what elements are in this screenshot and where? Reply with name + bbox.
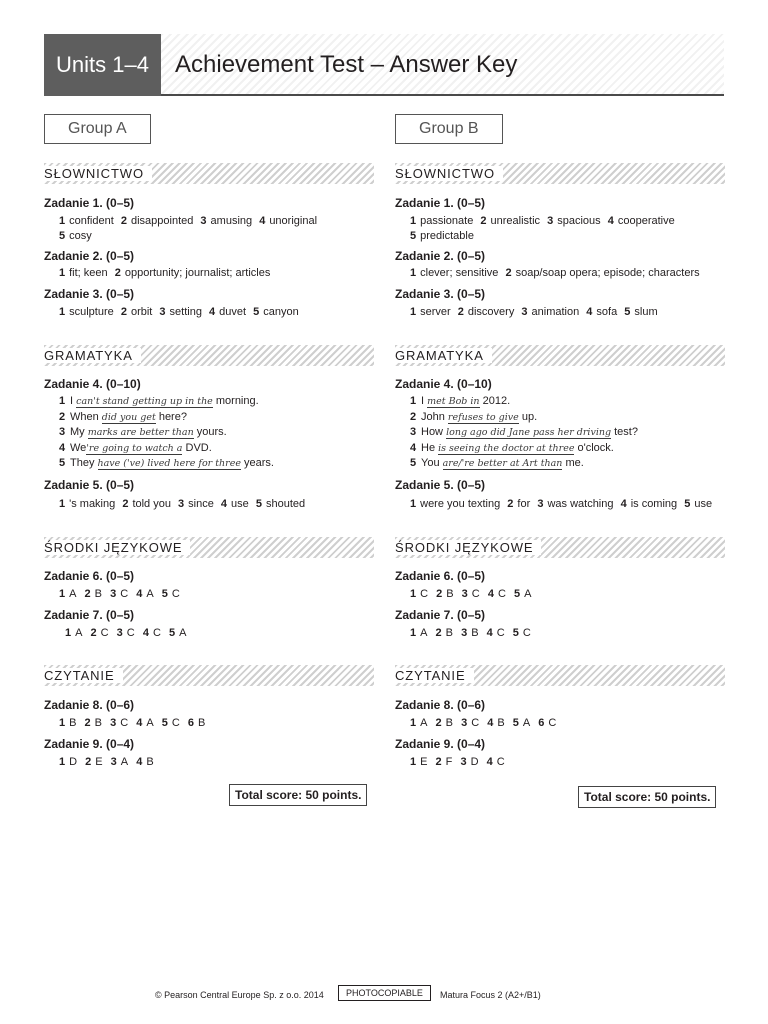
- section-slownictwo: [44, 163, 374, 184]
- answer-text: DVD.: [182, 441, 212, 454]
- answer-number: 4: [209, 306, 216, 318]
- group-b-label: Group B: [395, 114, 503, 144]
- answer: duvet: [219, 306, 247, 318]
- answer: for: [517, 497, 531, 510]
- task-9-answers: [410, 755, 725, 770]
- section-gramatyka: [395, 345, 725, 366]
- answer-number: 4: [142, 626, 149, 639]
- answer-number: 2: [59, 410, 66, 423]
- answer-line: [59, 410, 374, 426]
- task-3-heading: Zadanie 3. (0–5): [44, 287, 135, 301]
- handwritten-answer: met Bob in: [427, 396, 480, 407]
- total-score-b: Total score: 50 points.: [578, 786, 716, 808]
- answer: server: [420, 306, 451, 318]
- answer-number: 3: [461, 587, 468, 600]
- answer-number: 2: [480, 215, 487, 227]
- task-8-answers: [59, 716, 374, 731]
- group-a-column: [44, 114, 374, 770]
- answer: A: [524, 587, 532, 600]
- task-4-answers: [44, 394, 374, 472]
- answer: disappointed: [130, 215, 194, 227]
- answer-number: 3: [159, 306, 166, 318]
- answer-number: 2: [90, 626, 97, 639]
- answer-number: 2: [410, 410, 417, 423]
- answer-number: 4: [59, 441, 66, 454]
- page-title: Achievement Test – Answer Key: [175, 51, 518, 78]
- answer: unoriginal: [269, 215, 318, 227]
- answer-number: 1: [59, 267, 66, 279]
- task-2-answers: [59, 266, 374, 281]
- handwritten-answer: is seeing the doctor at three: [438, 442, 575, 454]
- group-b-column: [395, 114, 725, 770]
- answer: A: [120, 755, 129, 768]
- task-4-answers: [395, 394, 725, 472]
- answer-number: 2: [122, 497, 129, 510]
- answer-text: morning.: [212, 395, 259, 407]
- answer: predictable: [420, 230, 474, 242]
- answer-number: 2: [84, 587, 91, 600]
- answer: A: [146, 716, 154, 729]
- answer: A: [522, 716, 531, 729]
- answer: use: [694, 497, 713, 510]
- section-czytanie: [44, 665, 374, 686]
- task-9-heading: Zadanie 9. (0–4): [44, 736, 135, 751]
- answer-number: 4: [259, 215, 266, 227]
- answer-text: How: [421, 426, 447, 438]
- answer: C: [100, 626, 109, 639]
- answer: B: [497, 716, 505, 729]
- handwritten-answer: have ('ve) lived here for three: [97, 458, 241, 469]
- answer: C: [120, 587, 129, 600]
- answer: E: [420, 755, 428, 768]
- answer: soap/soap opera; episode; characters: [515, 267, 700, 279]
- answer-text: I: [421, 395, 428, 407]
- answer-number: 3: [110, 755, 117, 768]
- section-srodki-jezykowe: [395, 537, 725, 558]
- answer-number: 5: [512, 716, 519, 729]
- answer-number: 1: [59, 215, 66, 227]
- task-5-heading: Zadanie 5. (0–5): [44, 477, 135, 492]
- answer: A: [179, 626, 187, 639]
- answer: shouted: [265, 497, 306, 510]
- answer-number: 5: [624, 306, 631, 318]
- answer: amusing: [210, 215, 253, 227]
- copyright: © Pearson Central Europe Sp. z o.o. 2014: [155, 990, 324, 1000]
- answer: use: [231, 497, 249, 510]
- answer-text: John: [421, 410, 448, 423]
- task-8-heading: Zadanie 8. (0–6): [44, 697, 135, 712]
- answer-number: 3: [461, 716, 468, 729]
- answer: C: [471, 716, 480, 729]
- task-9-heading: Zadanie 9. (0–4): [395, 736, 486, 751]
- answer: D: [69, 755, 78, 768]
- answer: clever; sensitive: [420, 267, 499, 279]
- answer-text: years.: [240, 457, 274, 469]
- section-slownictwo: [395, 163, 725, 184]
- answer-number: 1: [410, 267, 417, 279]
- page-header: [44, 34, 724, 96]
- answer-line: [410, 456, 725, 472]
- answer-text: We: [70, 441, 87, 454]
- answer: B: [146, 755, 154, 768]
- answer-number: 2: [120, 306, 127, 318]
- answer-line: [59, 425, 374, 441]
- answer: C: [496, 626, 505, 639]
- answer-number: 1: [410, 395, 417, 407]
- section-srodki-jezykowe: [44, 537, 374, 558]
- answer: F: [445, 755, 453, 768]
- handwritten-answer: long ago did Jane pass her driving: [446, 427, 612, 438]
- answer-number: 3: [110, 587, 117, 600]
- answer: confident: [69, 215, 114, 227]
- answer-number: 2: [435, 626, 442, 639]
- answer: was watching: [547, 497, 614, 510]
- answer-number: 5: [161, 587, 168, 600]
- task-5-answers: [410, 497, 725, 512]
- answer-number: 4: [136, 587, 143, 600]
- answer-text: test?: [611, 426, 638, 438]
- task-6-heading: Zadanie 6. (0–5): [395, 568, 486, 583]
- answer-text: He: [421, 441, 439, 454]
- answer: slum: [634, 306, 658, 318]
- task-1-heading: Zadanie 1. (0–5): [44, 196, 135, 210]
- answer-text: I: [70, 395, 77, 407]
- answer-number: 2: [457, 306, 464, 318]
- answer-number: 5: [410, 457, 417, 469]
- answer-number: 1: [59, 755, 66, 768]
- answer-number: 3: [461, 626, 468, 639]
- answer: B: [445, 716, 453, 729]
- answer-number: 6: [187, 716, 194, 729]
- answer-number: 3: [110, 716, 117, 729]
- answer-number: 4: [220, 497, 228, 510]
- answer-number: 1: [59, 587, 66, 600]
- answer-line: [59, 394, 374, 410]
- answer: cooperative: [617, 215, 675, 227]
- section-title: ŚRODKI JĘZYKOWE: [395, 540, 541, 555]
- total-score-a: Total score: 50 points.: [229, 784, 367, 806]
- answer: orbit: [130, 306, 153, 318]
- answer: C: [126, 626, 135, 639]
- answer: told you: [132, 497, 171, 510]
- answer-number: 5: [253, 306, 260, 318]
- answer-number: 5: [684, 497, 691, 510]
- task-2-answers: [410, 266, 725, 281]
- answer: discovery: [467, 306, 515, 318]
- answer-line: [410, 441, 725, 457]
- answer-number: 1: [410, 306, 417, 318]
- answer: C: [496, 755, 505, 768]
- answer: were you texting: [420, 497, 501, 510]
- task-2-heading: Zadanie 2. (0–5): [395, 249, 486, 263]
- answer-number: 2: [507, 497, 514, 510]
- answer: 's making: [69, 497, 116, 510]
- answer-number: 4: [607, 215, 614, 227]
- answer-number: 4: [486, 755, 493, 768]
- answer: D: [470, 755, 479, 768]
- answer: C: [152, 626, 161, 639]
- answer-text: up.: [518, 410, 538, 423]
- handwritten-answer: 're going to watch a: [86, 442, 183, 454]
- answer: since: [188, 497, 214, 510]
- answer: A: [420, 626, 428, 639]
- answer-number: 6: [538, 716, 545, 729]
- answer: B: [198, 716, 206, 729]
- answer-number: 5: [161, 716, 168, 729]
- answer-number: 4: [586, 306, 593, 318]
- answer: is coming: [630, 497, 678, 510]
- answer-number: 2: [85, 755, 92, 768]
- answer: C: [171, 587, 180, 600]
- task-5-heading: Zadanie 5. (0–5): [395, 477, 486, 492]
- task-3-heading: Zadanie 3. (0–5): [395, 287, 486, 301]
- answer: C: [522, 626, 531, 639]
- answer-number: 2: [435, 716, 442, 729]
- answer-number: 5: [513, 587, 521, 600]
- answer-number: 3: [178, 497, 185, 510]
- handwritten-answer: marks are better than: [87, 427, 194, 438]
- answer: A: [69, 587, 77, 600]
- group-a-label: Group A: [44, 114, 151, 144]
- answer-text: o'clock.: [574, 441, 614, 454]
- answer-number: 1: [410, 626, 417, 639]
- task-8-heading: Zadanie 8. (0–6): [395, 697, 486, 712]
- answer-line: [410, 410, 725, 426]
- answer-line: [59, 456, 374, 472]
- answer-number: 3: [547, 215, 554, 227]
- answer-number: 1: [410, 755, 417, 768]
- answer-number: 4: [136, 755, 143, 768]
- answer-number: 1: [59, 306, 66, 318]
- section-title: SŁOWNICTWO: [44, 166, 152, 181]
- task-6-heading: Zadanie 6. (0–5): [44, 568, 135, 583]
- answer-number: 5: [512, 626, 519, 639]
- answer-number: 4: [410, 441, 417, 454]
- answer-line: [59, 441, 374, 457]
- answer-text: My: [70, 426, 88, 438]
- answer-number: 2: [435, 755, 442, 768]
- answer-number: 5: [59, 457, 66, 469]
- answer: B: [471, 626, 479, 639]
- answer-number: 4: [620, 497, 627, 510]
- answer: C: [171, 716, 180, 729]
- task-7-answers: [65, 626, 374, 641]
- task-3-answers: [59, 305, 374, 320]
- task-7-answers: [410, 626, 725, 641]
- answer-number: 2: [114, 267, 121, 279]
- answer-number: 1: [410, 497, 417, 510]
- handwritten-answer: are/'re better at Art than: [442, 458, 563, 469]
- answer-text: yours.: [193, 426, 227, 438]
- answer: fit; keen: [69, 267, 108, 279]
- answer-number: 5: [410, 230, 417, 242]
- answer-text: They: [70, 457, 98, 469]
- task-2-heading: Zadanie 2. (0–5): [44, 249, 135, 263]
- answer-number: 4: [486, 626, 493, 639]
- task-1-answers: [410, 214, 725, 244]
- answer-number: 1: [65, 626, 72, 639]
- answer-text: When: [70, 410, 102, 423]
- answer-line: [410, 425, 725, 441]
- answer: A: [420, 716, 428, 729]
- answer: C: [548, 716, 557, 729]
- answer-number: 1: [410, 716, 417, 729]
- answer-number: 3: [116, 626, 123, 639]
- answer-line: [410, 394, 725, 410]
- answer-number: 3: [460, 755, 467, 768]
- handwritten-answer: did you get: [101, 411, 156, 423]
- answer-number: 5: [255, 497, 262, 510]
- answer: unrealistic: [490, 215, 541, 227]
- answer: opportunity; journalist; articles: [124, 267, 271, 279]
- answer: sofa: [596, 306, 618, 318]
- answer-number: 4: [487, 716, 494, 729]
- answer-text: You: [421, 457, 443, 469]
- answer: B: [94, 587, 102, 600]
- answer-number: 2: [120, 215, 127, 227]
- answer-text: me.: [562, 457, 584, 469]
- answer-number: 5: [168, 626, 176, 639]
- task-4-heading: Zadanie 4. (0–10): [395, 377, 492, 391]
- answer-number: 3: [200, 215, 207, 227]
- answer: A: [146, 587, 154, 600]
- section-title: ŚRODKI JĘZYKOWE: [44, 540, 190, 555]
- task-3-answers: [410, 305, 725, 320]
- section-title: CZYTANIE: [44, 668, 123, 683]
- answer-number: 4: [487, 587, 494, 600]
- answer-number: 2: [505, 267, 512, 279]
- task-7-heading: Zadanie 7. (0–5): [44, 607, 135, 622]
- section-czytanie: [395, 665, 725, 686]
- task-8-answers: [410, 716, 725, 731]
- task-6-answers: [59, 587, 374, 602]
- answer-number: 5: [59, 230, 66, 242]
- photocopiable-badge: PHOTOCOPIABLE: [338, 985, 431, 1001]
- answer: B: [94, 716, 102, 729]
- answer: cosy: [69, 230, 92, 242]
- answer-number: 1: [410, 215, 417, 227]
- answer-number: 1: [410, 587, 417, 600]
- task-9-answers: [59, 755, 374, 770]
- answer-number: 3: [410, 426, 417, 438]
- answer: A: [75, 626, 83, 639]
- section-title: CZYTANIE: [395, 668, 474, 683]
- section-title: GRAMATYKA: [44, 348, 141, 363]
- answer: B: [446, 587, 454, 600]
- answer-number: 4: [136, 716, 143, 729]
- answer: setting: [169, 306, 202, 318]
- answer: B: [445, 626, 453, 639]
- task-1-answers: [59, 214, 374, 244]
- answer: C: [497, 587, 506, 600]
- task-6-answers: [410, 587, 725, 602]
- book-title: Matura Focus 2 (A2+/B1): [440, 990, 541, 1000]
- section-gramatyka: [44, 345, 374, 366]
- handwritten-answer: refuses to give: [447, 411, 519, 423]
- answer-text: 2012.: [479, 395, 511, 407]
- task-5-answers: [59, 497, 374, 512]
- answer: sculpture: [69, 306, 114, 318]
- answer: C: [120, 716, 129, 729]
- answer-number: 1: [59, 395, 66, 407]
- task-7-heading: Zadanie 7. (0–5): [395, 607, 486, 622]
- answer-number: 2: [84, 716, 91, 729]
- answer: C: [471, 587, 480, 600]
- answer-number: 3: [521, 306, 528, 318]
- answer-number: 3: [59, 426, 66, 438]
- section-title: GRAMATYKA: [395, 348, 492, 363]
- answer: passionate: [420, 215, 474, 227]
- section-title: SŁOWNICTWO: [395, 166, 503, 181]
- units-label: Units 1–4: [44, 34, 161, 96]
- task-4-heading: Zadanie 4. (0–10): [44, 377, 141, 391]
- task-1-heading: Zadanie 1. (0–5): [395, 196, 486, 210]
- answer: E: [95, 755, 103, 768]
- answer-number: 1: [59, 497, 66, 510]
- answer-number: 2: [436, 587, 443, 600]
- answer-text: here?: [155, 410, 187, 423]
- answer: C: [420, 587, 429, 600]
- answer: animation: [531, 306, 580, 318]
- answer: B: [69, 716, 77, 729]
- answer: canyon: [263, 306, 299, 318]
- header-rule: [161, 94, 724, 96]
- answer: spacious: [557, 215, 601, 227]
- answer-number: 3: [537, 497, 544, 510]
- handwritten-answer: can't stand getting up in the: [76, 396, 213, 407]
- answer-number: 1: [59, 716, 66, 729]
